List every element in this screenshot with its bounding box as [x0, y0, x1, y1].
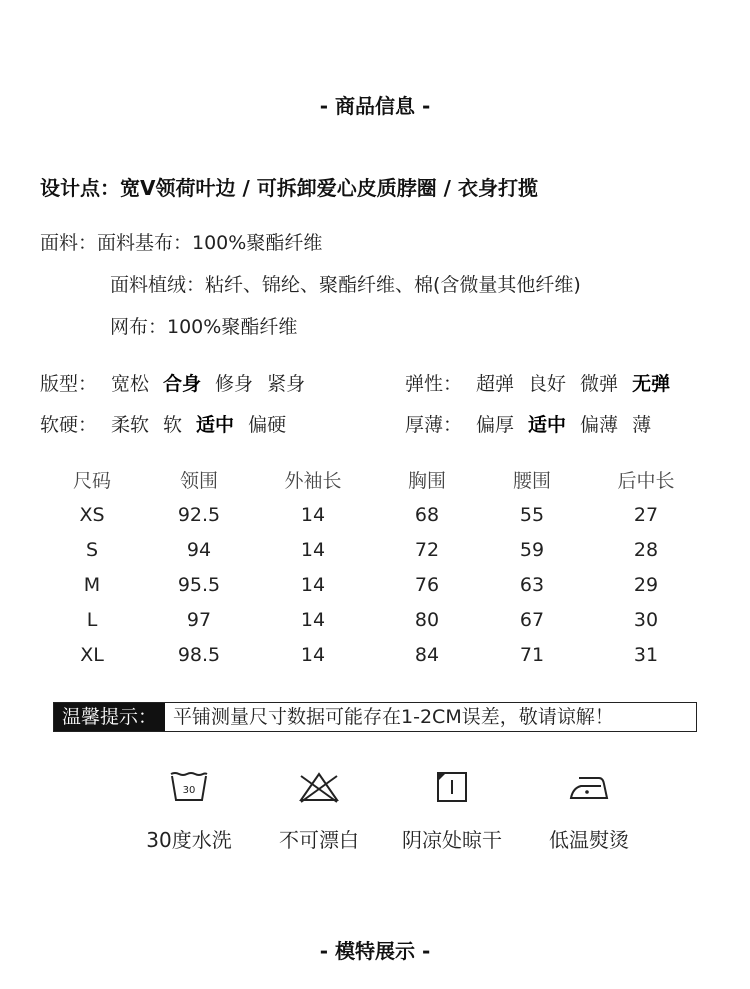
softness-label: 软硬：: [40, 414, 98, 436]
fabric-line-flocking: 面料植绒：粘纤、锦纶、聚酯纤维、棉(含微量其他纤维): [110, 274, 581, 296]
warm-tip-label: 温馨提示：: [54, 703, 165, 731]
size-row: [40, 637, 710, 672]
size-cell: 14: [300, 573, 326, 596]
fabric-line-mesh: 网布：100%聚酯纤维: [110, 316, 298, 338]
fit-label: 版型：: [40, 373, 98, 395]
size-cell: 63: [519, 573, 545, 596]
size-cell: 29: [633, 573, 659, 596]
header-length: 后中长: [617, 470, 675, 492]
wash-30-icon: [169, 770, 209, 804]
size-table-header: [40, 462, 710, 497]
size-cell: 68: [414, 503, 440, 526]
header-waist: 腰围: [512, 470, 551, 492]
low-iron-icon: [567, 770, 611, 804]
stretch-option: 良好: [528, 373, 567, 395]
size-cell: XS: [79, 503, 105, 526]
size-cell: 55: [519, 503, 545, 526]
care-wash: [114, 770, 264, 853]
softness-option: 适中: [196, 414, 235, 436]
size-cell: XL: [80, 643, 104, 666]
product-info-title: - 商品信息 -: [319, 94, 431, 118]
care-shade-dry-label: 阴凉处晾干: [402, 828, 502, 852]
thickness-option: 偏厚: [476, 414, 515, 436]
warm-tip-box: [53, 702, 697, 732]
size-cell: 31: [633, 643, 659, 666]
size-cell: S: [85, 538, 99, 561]
care-wash-label: 30度水洗: [146, 828, 232, 852]
shade-dry-icon: [434, 770, 470, 804]
header-bust: 胸围: [407, 470, 446, 492]
size-cell: 95.5: [177, 573, 221, 596]
size-cell: 30: [633, 608, 659, 631]
size-cell: L: [86, 608, 98, 631]
softness-option: 软: [163, 414, 183, 436]
size-cell: 72: [414, 538, 440, 561]
size-cell: 28: [633, 538, 659, 561]
thickness-option: 偏薄: [580, 414, 619, 436]
stretch-option: 超弹: [476, 373, 515, 395]
thickness-attribute: [405, 410, 665, 437]
size-row: [40, 532, 710, 567]
thickness-label: 厚薄：: [405, 414, 463, 436]
fabric-line-base: 面料：面料基布：100%聚酯纤维: [40, 232, 323, 254]
warm-tip-text: 平铺测量尺寸数据可能存在1-2CM误差，敬请谅解！: [173, 706, 614, 728]
stretch-label: 弹性：: [405, 373, 463, 395]
size-table: [40, 462, 710, 672]
fit-attribute: [40, 369, 319, 396]
size-cell: 59: [519, 538, 545, 561]
size-cell: 67: [519, 608, 545, 631]
size-cell: 92.5: [177, 503, 221, 526]
stretch-attribute: [405, 369, 684, 396]
size-cell: 97: [186, 608, 212, 631]
size-cell: 80: [414, 608, 440, 631]
size-cell: 94: [186, 538, 212, 561]
care-no-bleach: [244, 770, 394, 853]
thickness-option: 薄: [632, 414, 652, 436]
size-cell: 84: [414, 643, 440, 666]
stretch-option: 微弹: [580, 373, 619, 395]
wash-temp-mark: 30: [182, 785, 196, 796]
size-row: [40, 497, 710, 532]
fit-option: 宽松: [111, 373, 150, 395]
header-sleeve: 外袖长: [284, 470, 342, 492]
care-shade-dry: [377, 770, 527, 853]
care-no-bleach-label: 不可漂白: [279, 828, 359, 852]
care-low-iron: [514, 770, 664, 853]
softness-option: 偏硬: [248, 414, 287, 436]
size-row: [40, 567, 710, 602]
fit-option: 紧身: [267, 373, 306, 395]
softness-option: 柔软: [111, 414, 150, 436]
size-cell: M: [83, 573, 101, 596]
no-bleach-icon: [297, 770, 341, 804]
design-points: 设计点：宽V领荷叶边 / 可拆卸爱心皮质脖圈 / 衣身打揽: [40, 176, 538, 200]
size-cell: 76: [414, 573, 440, 596]
model-show-title: - 模特展示 -: [319, 939, 431, 963]
softness-attribute: [40, 410, 300, 437]
care-low-iron-label: 低温熨烫: [549, 828, 629, 852]
size-cell: 98.5: [177, 643, 221, 666]
size-row: [40, 602, 710, 637]
header-neck: 领围: [179, 470, 218, 492]
size-cell: 27: [633, 503, 659, 526]
fit-option: 合身: [163, 373, 202, 395]
size-cell: 14: [300, 538, 326, 561]
size-cell: 71: [519, 643, 545, 666]
stretch-option: 无弹: [632, 373, 671, 395]
header-size: 尺码: [72, 470, 111, 492]
fit-option: 修身: [215, 373, 254, 395]
size-cell: 14: [300, 503, 326, 526]
size-cell: 14: [300, 608, 326, 631]
thickness-option: 适中: [528, 414, 567, 436]
size-cell: 14: [300, 643, 326, 666]
